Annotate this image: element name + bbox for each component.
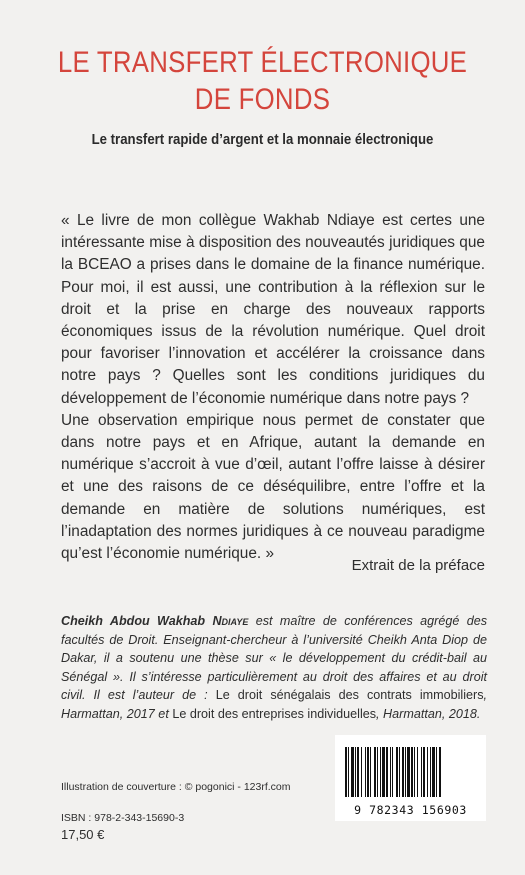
quote-paragraph-2: Une observation empirique nous permet de constater que dans notre pays et en Afrique, autant la demande en numérique s’accroit à vue d’œil, autant l’offre laisse à désirer et une des raisons de ce déséquilibre, entre l’offre et la demande en matière de solutions numériques, est l’inadaptation des normes juridiques à ce nouveau paradigme qu’est l’économie numérique. » [61,411,485,563]
isbn: ISBN : 978-2-343-15690-3 [61,812,185,824]
author-surname: Ndiaye [212,614,249,628]
quote-source: Extrait de la préface [351,557,485,574]
preface-quote [61,210,485,565]
book-1-publisher: , Harmattan, 2017 [61,688,488,721]
barcode [335,735,486,821]
book-2-title: Le droit des entreprises individuelles [172,706,377,721]
book-subtitle: Le transfert rapide d’argent et la monnaie électronique [91,131,434,148]
author-bio [61,612,487,723]
title-line-1: LE TRANSFERT ÉLECTRONIQUE [57,46,468,79]
bio-text-2: et [154,706,173,721]
title-line-2: DE FONDS [194,83,331,116]
barcode-digits: 9 782343 156903 [354,803,467,817]
bio-text-1: est maître de conférences agrégé des facultés de Droit. Enseignant-chercheur à l’université Cheikh Anta Diop de Dakar, il a soutenu une thèse sur « le développement du crédit-bail au Sénégal ». Il s’intéresse particulièrement au droit des affaires et au droit civil. Il est l’auteur de : [61,614,487,702]
book-2-publisher: , Harmattan, 2018. [376,706,481,721]
book-title [37,44,489,118]
author-name: Cheikh Abdou Wakhab [61,614,206,628]
barcode-bars [343,747,478,797]
price: 17,50 € [61,827,105,842]
illustration-credit: Illustration de couverture : © pogonici - 123rf.com [61,781,291,793]
quote-paragraph-1: « Le livre de mon collègue Wakhab Ndiaye est certes une intéressante mise à disposition des nouveautés juridiques que la BCEAO a prises dans le domaine de la finance numérique. Pour moi, il est aussi, une contribution à la réflexion sur le droit et la prise en charge des nouveaux rapports économiques issus de la révolution numérique. Quel droit pour favoriser l’innovation et accélérer la croissance dans notre pays ? Quelles sont les conditions juridiques du développement de l’économie numérique dans notre pays ? [61,212,485,407]
book-1-title: Le droit sénégalais des contrats immobiliers [215,688,484,702]
